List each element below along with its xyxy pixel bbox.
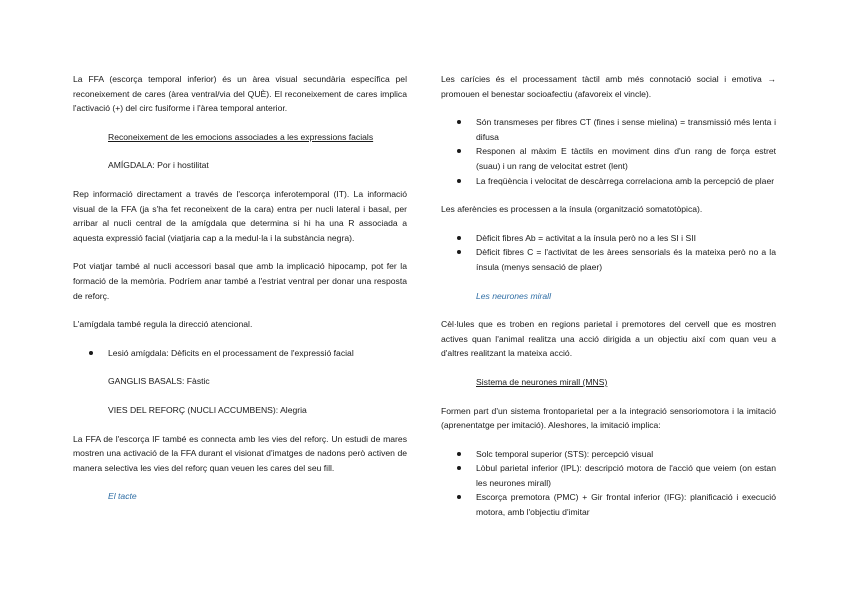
label-vies-reforc: VIES DEL REFORÇ (NUCLI ACCUMBENS): Alegria <box>108 404 307 415</box>
list-item: Dèficit fibres Ab = activitat a la ínsula però no a les SI i SII <box>441 231 776 246</box>
paragraph-caricies: Les carícies és el processament tàctil amb més connotació social i emotiva → promouen el benestar socioafectiu (afavoreix el vincle). <box>441 74 776 99</box>
list-item: Responen al màxim E tàctils en moviment dins d'un rang de força estret (suau) i un rang de velocitat estret (lent) <box>441 144 776 173</box>
right-column <box>441 72 776 534</box>
list-item: La freqüència i velocitat de descàrrega correlaciona amb la percepció de plaer <box>441 174 776 189</box>
bullet-list-imitation <box>441 447 776 520</box>
bullet-list-deficits <box>441 231 776 275</box>
section-title-tacte: El tacte <box>108 491 137 502</box>
label-amigdala: AMÍGDALA: Por i hostilitat <box>108 160 209 171</box>
subheading-mns: Sistema de neurones mirall (MNS) <box>476 376 608 387</box>
paragraph-ffa-reward: La FFA de l'escorça IF també es connecta amb les vies del reforç. Un estudi de mares mostren una activació de la FFA durant el visionat d'imatges de nadons però activen de manera selectiva les vies del reforç quan veuen les cares del seu fill. <box>73 433 407 473</box>
paragraph-it-info: Rep informació directament a través de l'escorça inferotemporal (IT). La informació visual de la FFA (ja s'ha fet reconeixent de la cara) entra per nucli lateral i basal, per arribar al nucli central de la amígdala que determina si hi ha una R associada a aquesta expressió facial (viatjaria cap a la medul·la i la substància negra). <box>73 188 407 243</box>
paragraph-insula: Les aferències es processen a la ínsula (organització somatotòpica). <box>441 204 703 215</box>
left-column <box>73 72 407 518</box>
list-item: Escorça premotora (PMC) + Gir frontal inferior (IFG): planificació i execució motora, amb l'objectiu d'imitar <box>441 490 776 519</box>
bullet-list-lesion <box>73 346 407 361</box>
section-title-mirall: Les neurones mirall <box>476 290 551 301</box>
list-item: Són transmeses per fibres CT (fines i sense mielina) = transmissió més lenta i difusa <box>441 115 776 144</box>
subheading-emotions: Reconeixement de les emocions associades a les expressions facials <box>108 131 374 142</box>
list-item: Lòbul parietal inferior (IPL): descripció motora de l'acció que veiem (on estan les neurones mirall) <box>441 461 776 490</box>
list-item: Dèficit fibres C = l'activitat de les àrees sensorials és la mateixa però no a la ínsula (menys sensació de plaer) <box>441 245 776 274</box>
paragraph-frontoparietal: Formen part d'un sistema frontoparietal per a la integració sensoriomotora i la imitació (aprenentatge per imitació). Aleshores, la imitació implica: <box>441 405 776 431</box>
label-ganglis: GANGLIS BASALS: Fàstic <box>108 376 210 387</box>
list-item: Lesió amígdala: Dèficits en el processament de l'expressió facial <box>73 346 407 361</box>
paragraph-ffa-intro: La FFA (escorça temporal inferior) és un àrea visual secundària específica pel reconeixement de cares (àrea ventral/via del QUÈ). El reconeixement de cares implica l'activació (+) del circ fusiforme i l'àrea temporal anterior. <box>73 74 407 114</box>
paragraph-attention: L'amígdala també regula la direcció atencional. <box>73 319 253 330</box>
bullet-list-ct-fibres <box>441 115 776 188</box>
list-item: Solc temporal superior (STS): percepció visual <box>441 447 776 462</box>
paragraph-accessory-nucleus: Pot viatjar també al nucli accessori basal que amb la implicació hipocamp, pot fer la formació de la memòria. Podríem anar també a l'estriat ventral per donar una resposta de reforç. <box>73 261 407 301</box>
paragraph-mirror-cells: Cèl·lules que es troben en regions parietal i premotores del cervell que es mostren actives quan l'animal realitza una acció dirigida a un objectiu així com quan veu a d'altres realitzant la mateixa acció. <box>441 319 776 359</box>
